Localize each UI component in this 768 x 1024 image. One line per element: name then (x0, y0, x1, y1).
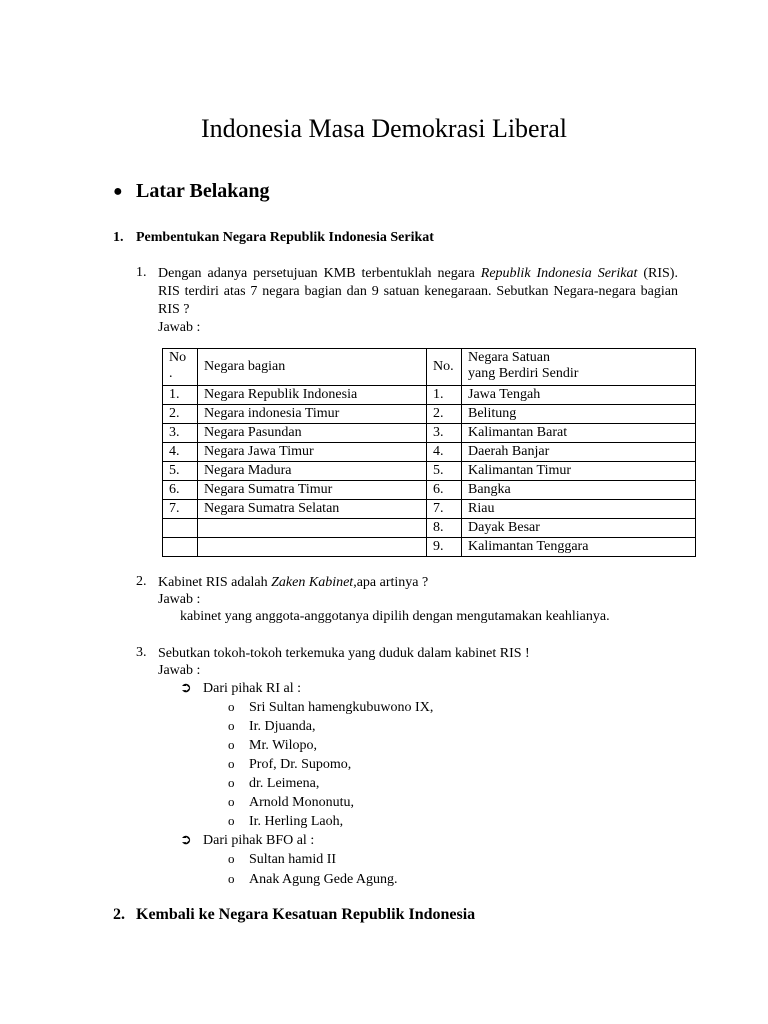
cell-no2: 1. (427, 386, 462, 405)
circle-bullet-icon: o (228, 756, 235, 771)
cell-satuan: Bangka (462, 481, 696, 500)
cell-satuan: Riau (462, 500, 696, 519)
cell-no (163, 519, 198, 538)
answer-text: kabinet yang anggota-anggotanya dipilih dengan mengutamakan keahlianya. (180, 609, 610, 624)
group-label: Dari pihak BFO al : (203, 833, 315, 848)
negara-table (162, 348, 696, 557)
cell-bagian: Negara Sumatra Timur (198, 481, 427, 500)
section-title: Latar Belakang (136, 180, 270, 202)
cell-no: 2. (163, 405, 198, 424)
cell-no2: 9. (427, 538, 462, 557)
table-row (163, 443, 696, 462)
circle-bullet-icon: o (228, 699, 235, 714)
heading-number: 1. (113, 230, 124, 245)
cell-bagian: Negara Madura (198, 462, 427, 481)
circle-bullet-icon: o (228, 775, 235, 790)
table-row (163, 481, 696, 500)
circle-bullet-icon: o (228, 718, 235, 733)
cell-no2: 7. (427, 500, 462, 519)
table-row (163, 462, 696, 481)
page-title: Indonesia Masa Demokrasi Liberal (200, 114, 568, 143)
list-item: Anak Agung Gede Agung. (249, 872, 398, 887)
circle-bullet-icon: o (228, 794, 235, 809)
cell-bagian: Negara Jawa Timur (198, 443, 427, 462)
table-row (163, 386, 696, 405)
circle-bullet-icon: o (228, 871, 235, 886)
question-text: Sebutkan tokoh-tokoh terkemuka yang duduk dalam kabinet RIS ! (158, 646, 530, 661)
cell-no2: 6. (427, 481, 462, 500)
table-row (163, 519, 696, 538)
cell-bagian: Negara indonesia Timur (198, 405, 427, 424)
heading-title: Pembentukan Negara Republik Indonesia Serikat (136, 230, 434, 245)
jawab-label: Jawab : (158, 320, 201, 335)
list-item: Ir. Djuanda, (249, 719, 316, 734)
cell-bagian (198, 519, 427, 538)
table-row (163, 500, 696, 519)
question-text: Dengan adanya persetujuan KMB terbentuklah negara Republik Indonesia Serikat (RIS). RIS terdiri atas 7 negara bagian dan 9 satuan kenegaraan. Sebutkan Negara-negara bagian RIS ? (158, 266, 678, 317)
cell-no: 3. (163, 424, 198, 443)
list-item: Arnold Mononutu, (249, 795, 354, 810)
cell-no2: 5. (427, 462, 462, 481)
list-item: Prof, Dr. Supomo, (249, 757, 352, 772)
bullet-icon: ● (113, 183, 123, 200)
arrow-icon: ➲ (180, 833, 192, 848)
cell-no: 4. (163, 443, 198, 462)
heading-number: 2. (113, 906, 125, 923)
cell-no (163, 538, 198, 557)
list-item: Mr. Wilopo, (249, 738, 318, 753)
cell-no: 6. (163, 481, 198, 500)
jawab-label: Jawab : (158, 663, 201, 678)
cell-bagian (198, 538, 427, 557)
cell-no: 7. (163, 500, 198, 519)
cell-satuan: Jawa Tengah (462, 386, 696, 405)
question-number: 3. (136, 645, 147, 660)
cell-satuan: Daerah Banjar (462, 443, 696, 462)
table-header-row (163, 349, 696, 386)
question-text: Kabinet RIS adalah Zaken Kabinet,apa artinya ? (158, 575, 429, 590)
cell-no2: 2. (427, 405, 462, 424)
jawab-label: Jawab : (158, 592, 201, 607)
cell-satuan: Kalimantan Timur (462, 462, 696, 481)
cell-no: 1. (163, 386, 198, 405)
list-item: Sultan hamid II (249, 852, 337, 867)
cell-satuan: Dayak Besar (462, 519, 696, 538)
list-item: Ir. Herling Laoh, (249, 814, 344, 829)
header-negara-satuan: Negara Satuan yang Berdiri Sendir (462, 349, 696, 386)
header-negara-bagian: Negara bagian (198, 349, 427, 386)
heading-title: Kembali ke Negara Kesatuan Republik Indonesia (136, 906, 476, 923)
table-row (163, 405, 696, 424)
cell-no2: 8. (427, 519, 462, 538)
cell-no2: 4. (427, 443, 462, 462)
cell-satuan: Belitung (462, 405, 696, 424)
table-row (163, 424, 696, 443)
circle-bullet-icon: o (228, 851, 235, 866)
circle-bullet-icon: o (228, 737, 235, 752)
question-number: 2. (136, 574, 147, 589)
arrow-icon: ➲ (180, 681, 192, 696)
table-row (163, 538, 696, 557)
question-number: 1. (136, 265, 147, 280)
list-item: dr. Leimena, (249, 776, 320, 791)
cell-bagian: Negara Pasundan (198, 424, 427, 443)
header-no2: No. (427, 349, 462, 386)
cell-bagian: Negara Republik Indonesia (198, 386, 427, 405)
cell-satuan: Kalimantan Tenggara (462, 538, 696, 557)
cell-no: 5. (163, 462, 198, 481)
list-item: Sri Sultan hamengkubuwono IX, (249, 700, 434, 715)
circle-bullet-icon: o (228, 813, 235, 828)
cell-satuan: Kalimantan Barat (462, 424, 696, 443)
cell-bagian: Negara Sumatra Selatan (198, 500, 427, 519)
group-label: Dari pihak RI al : (203, 681, 301, 696)
header-no: No . (163, 349, 198, 386)
cell-no2: 3. (427, 424, 462, 443)
